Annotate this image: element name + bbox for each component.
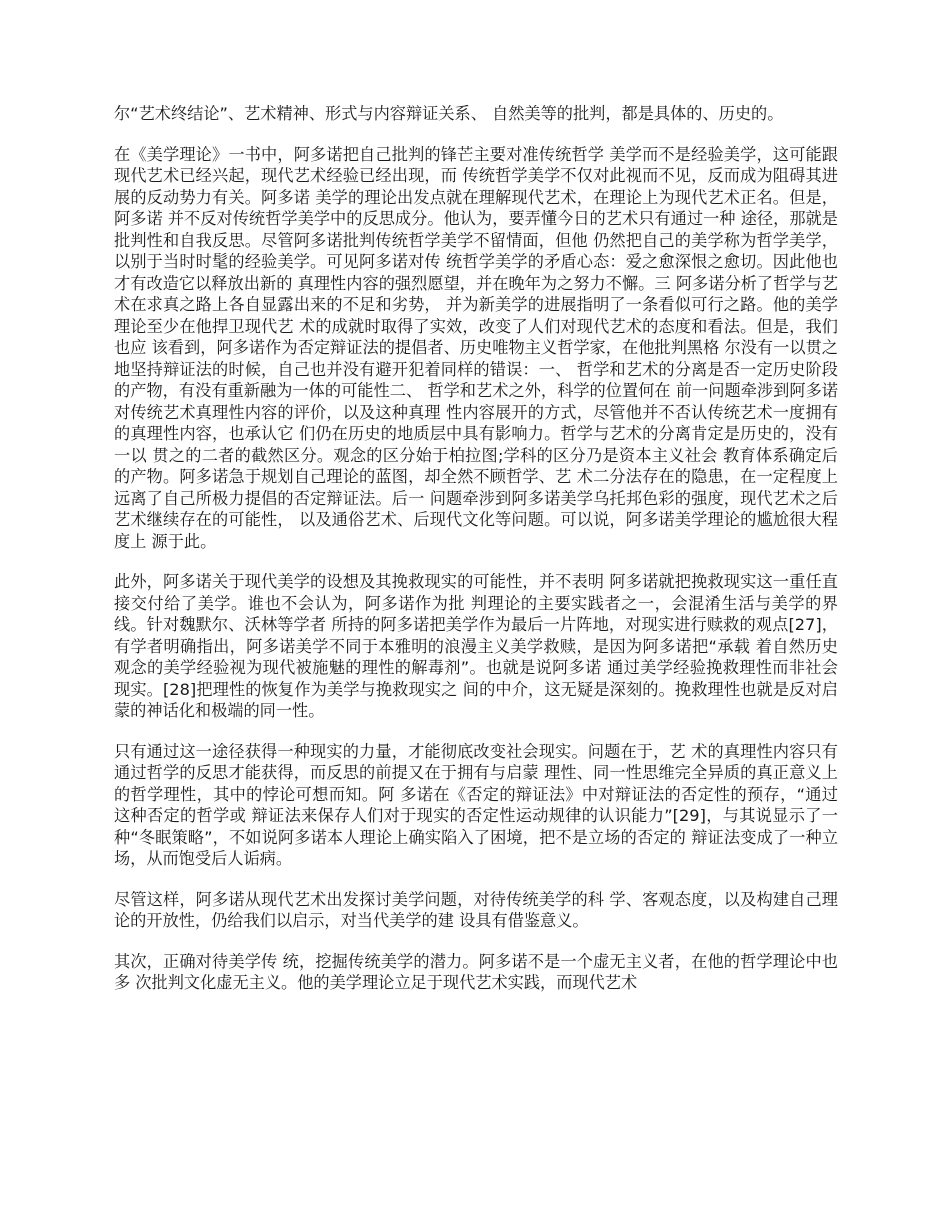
- paragraph-2: 在《美学理论》一书中，阿多诺把自己批判的锋芒主要对准传统哲学 美学而不是经验美学，这可能跟现代艺术已经兴起，现代艺术经验已经出现，而 传统哲学美学不仅对此视而不见，反而成为阻碍其进展的反动势力有关。阿多诺 美学的理论出发点就在理解现代艺术，在理论上为现代艺术正名。但是，阿多诺 并不反对传统哲学美学中的反思成分。他认为，要弄懂今日的艺术只有通过一种 途径，那就是批判性和自我反思。尽管阿多诺批判传统哲学美学不留情面，但他 仍然把自己的美学称为哲学美学，以别于当时时髦的经验美学。可见阿多诺对传 统哲学美学的矛盾心态：爱之愈深恨之愈切。因此他也才有改造它以释放出新的 真理性内容的强烈愿望，并在晚年为之努力不懈。三 阿多诺分析了哲学与艺术在求真之路上各自显露出来的不足和劣势， 并为新美学的进展指明了一条看似可行之路。他的美学理论至少在他捍卫现代艺 术的成就时取得了实效，改变了人们对现代艺术的态度和看法。但是，我们也应 该看到，阿多诺作为否定辩证法的提倡者、历史唯物主义哲学家，在他批判黑格 尔没有一以贯之地坚持辩证法的时候，自己也并没有避开犯着同样的错误：一、 哲学和艺术的分离是否一定历史阶段的产物，有没有重新融为一体的可能性二、 哲学和艺术之外，科学的位置何在 前一问题牵涉到阿多诺对传统艺术真理性内容的评价，以及这种真理 性内容展开的方式，尽管他并不否认传统艺术一度拥有的真理性内容，也承认它 们仍在历史的地质层中具有影响力。哲学与艺术的分离肯定是历史的，没有一以 贯之的二者的截然区分。观念的区分始于柏拉图;学科的区分乃是资本主义社会 教育体系确定后的产物。阿多诺急于规划自己理论的蓝图，却全然不顾哲学、艺 术二分法存在的隐患，在一定程度上远离了自己所极力提倡的否定辩证法。后一 问题牵涉到阿多诺美学乌托邦色彩的强度，现代艺术之后艺术继续存在的可能性， 以及通俗艺术、后现代文化等问题。可以说，阿多诺美学理论的尴尬很大程度上 源于此。: [114, 144, 838, 551]
- paragraph-3: 此外，阿多诺关于现代美学的设想及其挽救现实的可能性，并不表明 阿多诺就把挽救现实这一重任直接交付给了美学。谁也不会认为，阿多诺作为批 判理论的主要实践者之一，会混淆生活与美学的界线。针对魏默尔、沃林等学者 所持的阿多诺把美学作为最后一片阵地，对现实进行赎救的观点[27]，有学者明确指出，阿多诺美学不同于本雅明的浪漫主义美学救赎，是因为阿多诺把“承载 着自然历史观念的美学经验视为现代被施魅的理性的解毒剂”。也就是说阿多诺 通过美学经验挽救理性而非社会现实。[28]把理性的恢复作为美学与挽救现实之 间的中介，这无疑是深刻的。挽救理性也就是反对启蒙的神话化和极端的同一性。: [114, 572, 838, 720]
- paragraph-6: 其次，正确对待美学传 统，挖掘传统美学的潜力。阿多诺不是一个虚无主义者，在他的哲学理论中也多 次批判文化虚无主义。他的美学理论立足于现代艺术实践，而现代艺术: [114, 951, 838, 992]
- document-body: [114, 103, 838, 1013]
- paragraph-1: 尔“艺术终结论”、艺术精神、形式与内容辩证关系、 自然美等的批判，都是具体的、历史的。: [114, 104, 784, 123]
- paragraph-4: 只有通过这一途径获得一种现实的力量，才能彻底改变社会现实。问题在于，艺 术的真理性内容只有通过哲学的反思才能获得，而反思的前提又在于拥有与启蒙 理性、同一性思维完全异质的真正意义上的哲学理性，其中的悖论可想而知。阿 多诺在《否定的辩证法》中对辩证法的否定性的预存，“通过这种否定的哲学或 辩证法来保存人们对于现实的否定性运动规律的认识能力”[29]，与其说显示了一 种“冬眠策略”，不如说阿多诺本人理论上确实陷入了困境，把不是立场的否定的 辩证法变成了一种立场，从而饱受后人诟病。: [114, 741, 838, 868]
- paragraph-5: 尽管这样，阿多诺从现代艺术出发探讨美学问题，对待传统美学的科 学、客观态度，以及构建自己理论的开放性，仍给我们以启示，对当代美学的建 设具有借鉴意义。: [114, 889, 838, 930]
